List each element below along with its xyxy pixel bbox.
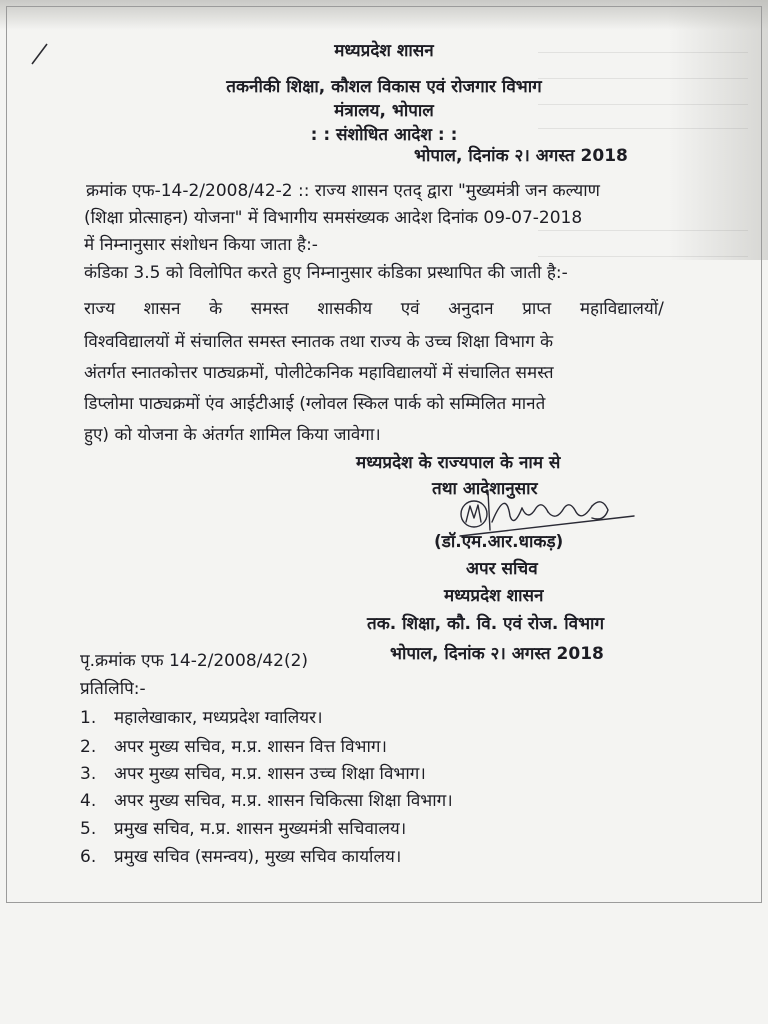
order-title: : : संशोधित आदेश : : <box>310 125 458 145</box>
recipient-text: प्रमुख सचिव, म.प्र. शासन मुख्यमंत्री सचिवालय। <box>114 819 407 839</box>
recipient-text: अपर मुख्य सचिव, म.प्र. शासन वित्त विभाग। <box>114 737 387 757</box>
reference-line-3: में निम्नानुसार संशोधन किया जाता है:- <box>84 235 318 255</box>
recipient-item <box>80 790 453 812</box>
word: शासन <box>143 299 181 319</box>
word: एवं <box>400 299 420 319</box>
recipient-number: 6. <box>80 847 97 867</box>
paragraph-line-4: डिप्लोमा पाठ्यक्रमों एंव आईटीआई (ग्लोवल स्किल पार्क को सम्मिलित मानते <box>84 394 546 414</box>
recipient-item <box>80 818 406 840</box>
header-govt: मध्यप्रदेश शासन <box>334 41 434 61</box>
recipient-item <box>80 763 426 785</box>
recipient-number: 4. <box>80 791 97 811</box>
word: समस्त <box>250 299 289 319</box>
word: राज्य <box>84 299 115 319</box>
recipient-number: 5. <box>80 819 97 839</box>
word: महाविद्यालयों/ <box>579 299 664 319</box>
recipient-text: प्रमुख सचिव (समन्वय), मुख्य सचिव कार्यालय। <box>114 847 402 867</box>
header-office: मंत्रालय, भोपाल <box>334 101 434 121</box>
endorsement-place-date: भोपाल, दिनांक २। अगस्त 2018 <box>390 644 604 664</box>
recipient-text: महालेखाकार, मध्यप्रदेश ग्वालियर। <box>114 708 323 728</box>
recipient-item <box>80 707 323 729</box>
paragraph-line-3: अंतर्गत स्नातकोत्तर पाठ्यक्रमों, पोलीटेकनिक महाविद्यालयों में संचालित समस्त <box>84 363 554 383</box>
signatory-name: (डॉ.एम.आर.धाकड़) <box>434 532 564 552</box>
signatory-designation: अपर सचिव <box>466 559 538 579</box>
clause-line: कंडिका 3.5 को विलोपित करते हुए निम्नानुसार कंडिका प्रस्थापित की जाती है:- <box>84 263 568 283</box>
paragraph-line-1 <box>84 298 664 320</box>
recipient-number: 3. <box>80 764 97 784</box>
recipient-text: अपर मुख्य सचिव, म.प्र. शासन चिकित्सा शिक्षा विभाग। <box>114 791 453 811</box>
word: शासकीय <box>317 299 373 319</box>
endorsement-reference: पृ.क्रमांक एफ 14-2/2008/42(2) <box>80 651 309 671</box>
paragraph-line-5: हुए) को योजना के अंतर्गत शामिल किया जावेगा। <box>84 425 381 445</box>
header-place-date: भोपाल, दिनांक २। अगस्त 2018 <box>414 146 628 166</box>
recipient-item <box>80 846 401 868</box>
paragraph-line-2: विश्वविद्यालयों में संचालित समस्त स्नातक तथा राज्य के उच्च शिक्षा विभाग के <box>84 332 554 352</box>
word: के <box>209 299 223 319</box>
signatory-department: तक. शिक्षा, कौ. वि. एवं रोज. विभाग <box>367 614 605 634</box>
authority-line-2: तथा आदेशानुसार <box>432 479 538 499</box>
word: अनुदान <box>448 299 494 319</box>
word: प्राप्त <box>522 299 552 319</box>
header-department: तकनीकी शिक्षा, कौशल विकास एवं रोजगार विभाग <box>226 77 542 97</box>
recipient-item <box>80 736 387 758</box>
recipient-number: 1. <box>80 708 97 728</box>
signatory-govt: मध्यप्रदेश शासन <box>444 586 544 606</box>
reference-line: क्रमांक एफ-14-2/2008/42-2 :: राज्य शासन एतद् द्वारा "मुख्यमंत्री जन कल्याण <box>86 181 600 201</box>
copy-label: प्रतिलिपि:- <box>80 679 146 699</box>
recipient-text: अपर मुख्य सचिव, म.प्र. शासन उच्च शिक्षा विभाग। <box>114 764 426 784</box>
authority-line-1: मध्यप्रदेश के राज्यपाल के नाम से <box>356 453 561 473</box>
reference-line-2: (शिक्षा प्रोत्साहन) योजना" में विभागीय समसंख्यक आदेश दिनांक 09-07-2018 <box>84 208 583 228</box>
recipient-number: 2. <box>80 737 97 757</box>
